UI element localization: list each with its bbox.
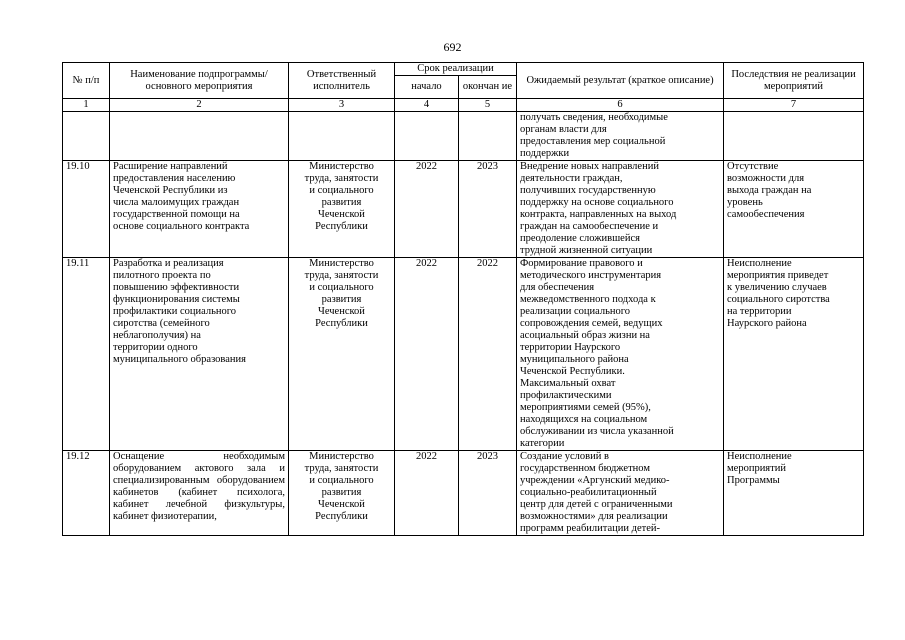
cell-end: 2022	[459, 258, 517, 451]
column-number: 1	[63, 99, 110, 112]
header-end: окончан ие	[459, 76, 517, 99]
header-consequences: Последствия не реализации мероприятий	[724, 63, 864, 99]
cell-executor: Министерство труда, занятости и социального развития Чеченской Республики	[289, 451, 395, 536]
cell-result: получать сведения, необходимые органам власти для предоставления мер социальной поддержки	[517, 112, 724, 161]
cell-name: Разработка и реализация пилотного проекта по повышению эффективности функционирования системы профилактики социального сиротства (семейного неблагополучия) на территории одного муниципального образования	[110, 258, 289, 451]
cell-num: 19.12	[63, 451, 110, 536]
cell-result: Внедрение новых направлений деятельности граждан, получивших государственную поддержку на основе социального контракта, направленных на выход граждан на самообеспечение и преодоление сложившейся трудной жизненной ситуации	[517, 161, 724, 258]
header-num: № п/п	[63, 63, 110, 99]
cell-result: Формирование правового и методического инструментария для обеспечения межведомственного подхода к реализации социального сопровождения семей, ведущих асоциальный образ жизни на территории Наурского муниципального района Чеченской Республики. Максимальный охват профилактическими мероприятиями семей (95%), находящихся на социальном обслуживании из числа указанной категории	[517, 258, 724, 451]
cell-start: 2022	[395, 161, 459, 258]
column-number: 2	[110, 99, 289, 112]
header-result: Ожидаемый результат (краткое описание)	[517, 63, 724, 99]
cell-consequences: Отсутствие возможности для выхода граждан на уровень самообеспечения	[724, 161, 864, 258]
header-executor: Ответственный исполнитель	[289, 63, 395, 99]
cell-start: 2022	[395, 258, 459, 451]
cell-empty	[110, 112, 289, 161]
cell-empty	[289, 112, 395, 161]
page-number: 692	[443, 40, 462, 54]
table-row	[63, 258, 864, 451]
cell-consequences: Неисполнение мероприятий Программы	[724, 451, 864, 536]
cell-end: 2023	[459, 161, 517, 258]
column-numbers-row	[63, 99, 864, 112]
cell-name: Оснащение необходимым оборудованием актового зала и специализированным оборудованием кабинетов (кабинет психолога, кабинет лечебной физкультуры, кабинет физиотерапии,	[110, 451, 289, 536]
cell-end: 2023	[459, 451, 517, 536]
continuation-row	[63, 112, 864, 161]
cell-empty	[395, 112, 459, 161]
cell-start: 2022	[395, 451, 459, 536]
cell-empty	[63, 112, 110, 161]
cell-empty	[459, 112, 517, 161]
table-row	[63, 161, 864, 258]
cell-executor: Министерство труда, занятости и социального развития Чеченской Республики	[289, 161, 395, 258]
column-number: 6	[517, 99, 724, 112]
cell-empty	[724, 112, 864, 161]
cell-num: 19.11	[63, 258, 110, 451]
cell-name: Расширение направлений предоставления населению Чеченской Республики из числа малоимущих граждан государственной помощи на основе социального контракта	[110, 161, 289, 258]
header-period: Срок реализации	[395, 63, 517, 76]
column-number: 3	[289, 99, 395, 112]
header-name: Наименование подпрограммы/ основного мероприятия	[110, 63, 289, 99]
header-start: начало	[395, 76, 459, 99]
activities-table	[62, 62, 864, 536]
cell-consequences: Неисполнение мероприятия приведет к увеличению случаев социального сиротства на территории Наурского района	[724, 258, 864, 451]
header-row-top	[63, 63, 864, 76]
column-number: 4	[395, 99, 459, 112]
cell-num: 19.10	[63, 161, 110, 258]
table-row	[63, 451, 864, 536]
cell-result: Создание условий в государственном бюджетном учреждении «Аргунский медико- социально-реабилитационный центр для детей с ограниченными возможностями» для реализации программ реабилитации детей-	[517, 451, 724, 536]
column-number: 7	[724, 99, 864, 112]
cell-executor: Министерство труда, занятости и социального развития Чеченской Республики	[289, 258, 395, 451]
column-number: 5	[459, 99, 517, 112]
